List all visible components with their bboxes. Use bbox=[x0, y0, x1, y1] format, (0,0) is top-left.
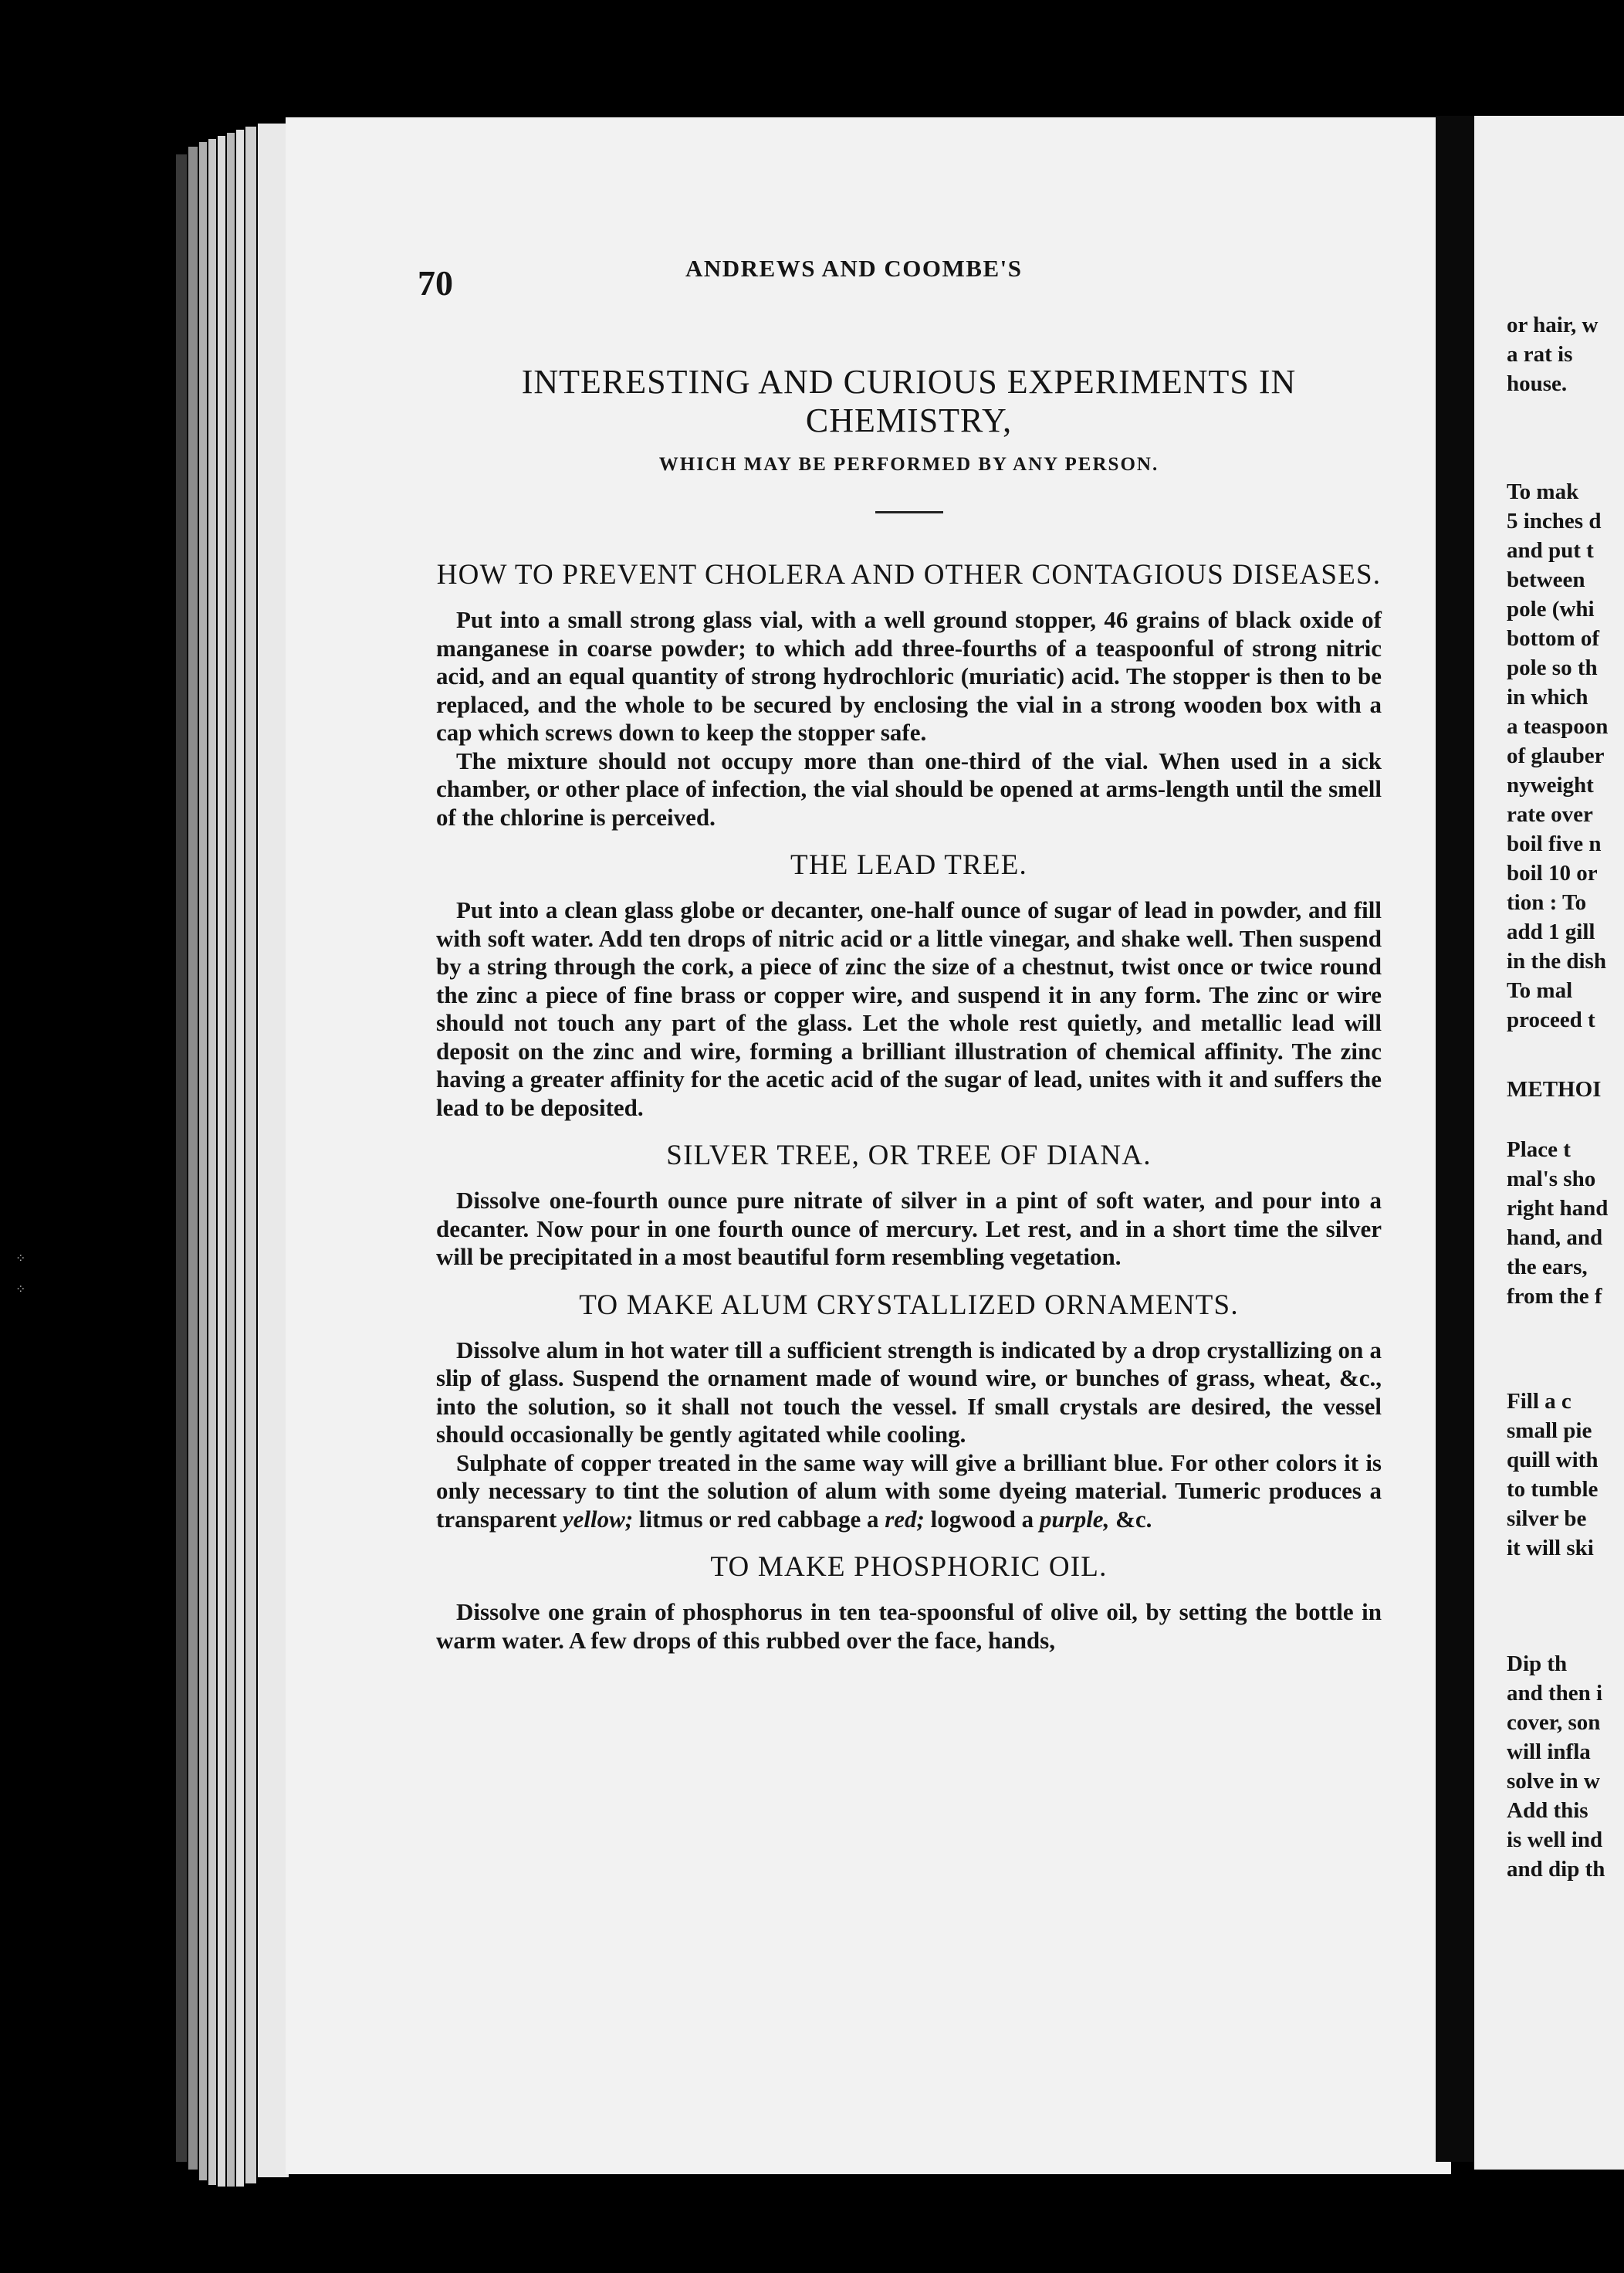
right-page-line: proceed t bbox=[1507, 1008, 1595, 1032]
right-page-line: from the f bbox=[1507, 1284, 1602, 1309]
book-edge bbox=[227, 133, 235, 2187]
section-phosphoric-oil bbox=[436, 1552, 1382, 1655]
right-page-line: To mak bbox=[1507, 479, 1579, 504]
right-page-line: the ears, bbox=[1507, 1255, 1588, 1279]
right-page-line: Place t bbox=[1507, 1137, 1571, 1162]
section-heading: SILVER TREE, OR TREE OF DIANA. bbox=[666, 1140, 1152, 1171]
italic-term: red; bbox=[885, 1505, 925, 1533]
book-edge bbox=[188, 147, 198, 2170]
right-page-line: and then i bbox=[1507, 1681, 1603, 1706]
right-page-line: of glauber bbox=[1507, 744, 1605, 768]
running-head: ANDREWS AND COOMBE'S bbox=[685, 255, 1023, 282]
right-page-line: To mal bbox=[1507, 978, 1573, 1003]
section-alum-ornaments bbox=[436, 1290, 1382, 1534]
main-subtitle: WHICH MAY BE PERFORMED BY ANY PERSON. bbox=[658, 454, 1159, 475]
right-page-line: pole so th bbox=[1507, 655, 1598, 680]
section-silver-tree bbox=[436, 1140, 1382, 1272]
paragraph: Dissolve alum in hot water till a sufficient strength is indicated by a drop crystallizing on a slip of glass. Suspend the ornament made of wound wire, or bunches of grass, wheat, &c., into the solution, so it shall not touch the vessel. If small crystals are desired, the vessel should occasionally be gently agitated while cooling. bbox=[436, 1336, 1382, 1448]
right-page-line: and put t bbox=[1507, 538, 1594, 563]
book-edge bbox=[199, 142, 207, 2180]
right-page-line: bottom of bbox=[1507, 626, 1600, 651]
right-page-line: boil five n bbox=[1507, 832, 1602, 856]
book-edge bbox=[218, 136, 225, 2187]
book-edge bbox=[208, 139, 216, 2185]
right-page-line: is well ind bbox=[1507, 1828, 1603, 1852]
right-page-line: and dip th bbox=[1507, 1857, 1605, 1882]
book-edge bbox=[236, 130, 244, 2187]
right-page-line: a rat is bbox=[1507, 342, 1573, 367]
right-page-line: or hair, w bbox=[1507, 313, 1599, 337]
right-page-line: cover, son bbox=[1507, 1710, 1601, 1735]
text-run: &c. bbox=[1109, 1505, 1152, 1533]
right-page-line: quill with bbox=[1507, 1448, 1599, 1472]
right-page-line: pole (whi bbox=[1507, 597, 1595, 622]
right-page-line: silver be bbox=[1507, 1506, 1587, 1531]
book-edge bbox=[245, 127, 256, 2183]
right-page-line: tion : To bbox=[1507, 890, 1587, 915]
right-page-line: between bbox=[1507, 567, 1585, 592]
right-page-line: to tumble bbox=[1507, 1477, 1599, 1502]
italic-term: purple, bbox=[1039, 1505, 1110, 1533]
right-page-line: a teaspoon bbox=[1507, 714, 1609, 739]
right-page-line: Fill a c bbox=[1507, 1389, 1572, 1414]
section-heading: THE LEAD TREE. bbox=[790, 849, 1027, 881]
paragraph: Dissolve one grain of phosphorus in ten tea-spoonsful of olive oil, by setting the bottle in warm water. A few drops of this rubbed over the face, hands, bbox=[436, 1598, 1382, 1654]
section-cholera bbox=[436, 560, 1382, 832]
right-page-line: solve in w bbox=[1507, 1769, 1600, 1794]
right-page-line: hand, and bbox=[1507, 1225, 1603, 1250]
right-page-line: mal's sho bbox=[1507, 1167, 1596, 1191]
right-page-line: house. bbox=[1507, 371, 1568, 396]
right-page-line: add 1 gill bbox=[1507, 920, 1595, 944]
right-page-line: Dip th bbox=[1507, 1651, 1568, 1676]
paragraph: The mixture should not occupy more than one-third of the vial. When used in a sick chamber, or other place of infection, the vial should be opened at arms-length until the smell of the chlorine is perceived. bbox=[436, 747, 1382, 831]
paragraph bbox=[436, 1449, 1382, 1534]
text-run: litmus or red cabbage a bbox=[633, 1505, 885, 1533]
right-page-line: Add this bbox=[1507, 1798, 1588, 1823]
section-heading: HOW TO PREVENT CHOLERA AND OTHER CONTAGIOUS DISEASES. bbox=[436, 559, 1382, 591]
section-heading: TO MAKE PHOSPHORIC OIL. bbox=[710, 1551, 1108, 1583]
main-title: INTERESTING AND CURIOUS EXPERIMENTS IN CHEMISTRY, bbox=[521, 363, 1297, 439]
right-page-line: it will ski bbox=[1507, 1536, 1594, 1560]
right-page-line: METHOI bbox=[1507, 1077, 1602, 1102]
page-number: 70 bbox=[418, 263, 453, 303]
right-page-line: in the dish bbox=[1507, 949, 1606, 974]
book-edge bbox=[176, 154, 187, 2162]
right-page-line: boil 10 or bbox=[1507, 861, 1598, 886]
paragraph: Put into a clean glass globe or decanter, one-half ounce of sugar of lead in powder, and fill with soft water. Add ten drops of nitric acid or a little vinegar, and shake well. Then suspend by a string through the cork, a piece of zinc the size of a chestnut, twist once or twice round the zinc a piece of fine brass or copper wire, and suspend it in any form. The zinc or wire should not touch any part of the glass. Let the whole rest quietly, and metallic lead will deposit on the zinc and wire, forming a brilliant illustration of chemical affinity. The zinc having a greater affinity for the acetic acid of the sugar of lead, unites with it and suffers the lead to be deposited. bbox=[436, 896, 1382, 1121]
scan-specks: ⁘ bbox=[15, 1252, 26, 1265]
section-lead-tree bbox=[436, 850, 1382, 1122]
right-page-line: nyweight bbox=[1507, 773, 1594, 798]
scan-specks: ⁘ bbox=[15, 1283, 26, 1296]
section-heading: TO MAKE ALUM CRYSTALLIZED ORNAMENTS. bbox=[579, 1289, 1239, 1321]
right-page-line: in which bbox=[1507, 685, 1588, 710]
right-page-line: 5 inches d bbox=[1507, 509, 1602, 534]
text-run: Sulphate of copper treated in the same way will give a brilliant blue. For other colors it is only necessary to tint the solution of alum with some dyeing material. Tumeric produces a transparent bbox=[436, 1448, 1382, 1533]
book-edge bbox=[258, 124, 289, 2177]
right-page-line: small pie bbox=[1507, 1418, 1592, 1443]
italic-term: yellow; bbox=[562, 1505, 634, 1533]
paragraph: Dissolve one-fourth ounce pure nitrate of silver in a pint of soft water, and pour into a decanter. Now pour in one fourth ounce of mercury. Let rest, and in a short time the silver will be precipitated in a most beautiful form resembling vegetation. bbox=[436, 1187, 1382, 1270]
section-rule bbox=[875, 511, 943, 513]
page-content bbox=[436, 363, 1382, 1655]
text-run: logwood a bbox=[924, 1505, 1040, 1533]
right-page-line: will infla bbox=[1507, 1739, 1591, 1764]
paragraph: Put into a small strong glass vial, with a well ground stopper, 46 grains of black oxide of manganese in coarse powder; to which add three-fourths of a teaspoonful of strong nitric acid, and an equal quantity of strong hydrochloric (muriatic) acid. The stopper is then to be replaced, and the whole to be secured by enclosing the vial in a strong wooden box with a cap which screws down to keep the stopper safe. bbox=[436, 606, 1382, 746]
right-page-line: rate over bbox=[1507, 802, 1593, 827]
right-page-line: right hand bbox=[1507, 1196, 1609, 1221]
